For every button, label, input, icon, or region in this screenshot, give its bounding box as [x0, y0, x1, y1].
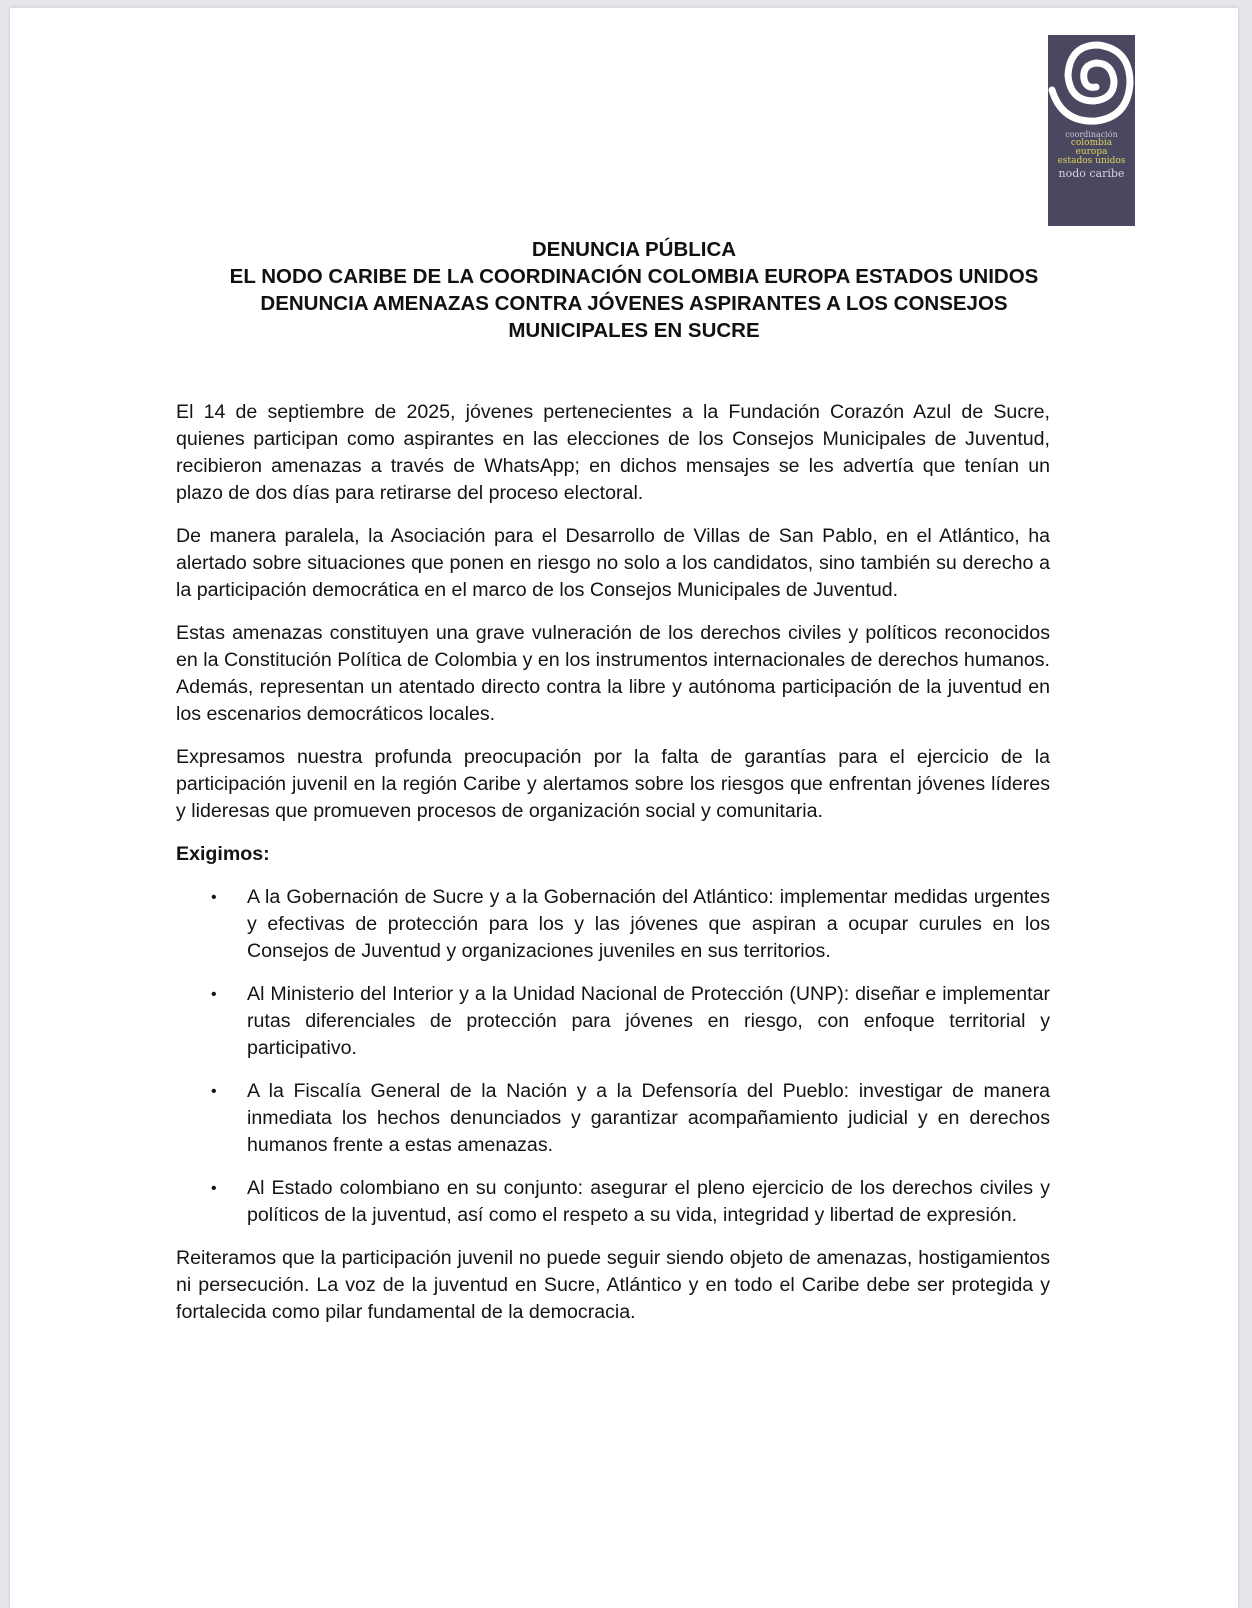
- paragraph-3: Estas amenazas constituyen una grave vulneración de los derechos civiles y políticos reconocidos en la Constitución Política de Colombia y en los instrumentos internacionales de derechos humanos. Además, representan un atentado directo contra la libre y autónoma participación de la juventud en los escenarios democráticos locales.: [176, 622, 1050, 725]
- demands-list: [176, 884, 1050, 1229]
- list-item-text: Al Estado colombiano en su conjunto: asegurar el pleno ejercicio de los derechos civiles y políticos de la juventud, así como el respeto a su vida, integridad y libertad de expresión.: [247, 1177, 1050, 1226]
- bullet-icon: •: [211, 986, 217, 1003]
- list-item-text: A la Fiscalía General de la Nación y a la Defensoría del Pueblo: investigar de manera inmediata los hechos denunciados y garantizar acompañamiento judicial y en derechos humanos frente a estas amenazas.: [247, 1080, 1050, 1156]
- demands-heading: Exigimos:: [176, 843, 270, 865]
- bullet-icon: •: [211, 1180, 217, 1197]
- logo-line-colombia: colombia: [1070, 138, 1113, 148]
- logo-line-estados-unidos: estados unidos: [1057, 156, 1126, 166]
- paragraph-1: El 14 de septiembre de 2025, jóvenes pertenecientes a la Fundación Corazón Azul de Sucre, quienes participan como aspirantes en las elecciones de los Consejos Municipales de Juventud, recibieron amenazas a través de WhatsApp; en dichos mensajes se les advertía que tenían un plazo de dos días para retirarse del proceso electoral.: [176, 401, 1050, 504]
- list-item-text: Al Ministerio del Interior y a la Unidad Nacional de Protección (UNP): diseñar e implementar rutas diferenciales de protección para jóvenes en riesgo, con enfoque territorial y participativo.: [247, 983, 1050, 1059]
- bullet-icon: •: [211, 889, 217, 906]
- closing-paragraph: Reiteramos que la participación juvenil no puede seguir siendo objeto de amenazas, hostigamientos ni persecución. La voz de la juventud en Sucre, Atlántico y en todo el Caribe debe ser protegida y fortalecida como pilar fundamental de la democracia.: [176, 1247, 1050, 1323]
- paragraph-2: De manera paralela, la Asociación para el Desarrollo de Villas de San Pablo, en el Atlántico, ha alertado sobre situaciones que ponen en riesgo no solo a los candidatos, sino también su derecho a la participación democrática en el marco de los Consejos Municipales de Juventud.: [176, 525, 1050, 601]
- title-line-3: DENUNCIA AMENAZAS CONTRA JÓVENES ASPIRANTES A LOS CONSEJOS: [260, 292, 1008, 315]
- list-item-text: A la Gobernación de Sucre y a la Gobernación del Atlántico: implementar medidas urgentes y efectivas de protección para los y las jóvenes que aspiran a ocupar curules en los Consejos de Juventud y organizaciones juveniles en sus territorios.: [247, 886, 1050, 962]
- list-item: [176, 1175, 1050, 1229]
- logo-text: [1048, 130, 1135, 178]
- logo-line-nodo-caribe: nodo caribe: [1058, 167, 1125, 180]
- title-line-2: EL NODO CARIBE DE LA COORDINACIÓN COLOMBIA EUROPA ESTADOS UNIDOS: [229, 265, 1039, 288]
- logo-line-europa: europa: [1075, 147, 1108, 157]
- list-item: [176, 884, 1050, 965]
- list-item: [176, 1078, 1050, 1159]
- logo-line-coordinacion: coordinación: [1065, 130, 1118, 139]
- organization-logo: [1048, 35, 1135, 226]
- spiral-icon: [1048, 35, 1135, 130]
- paragraph-4: Expresamos nuestra profunda preocupación por la falta de garantías para el ejercicio de la participación juvenil en la región Caribe y alertamos sobre los riesgos que enfrentan jóvenes líderes y lideresas que promueven procesos de organización social y comunitaria.: [176, 746, 1050, 822]
- document-page: [10, 8, 1238, 1608]
- document-title: [170, 236, 1098, 344]
- title-line-1: DENUNCIA PÚBLICA: [531, 238, 737, 261]
- document-body: [176, 399, 1050, 1342]
- title-line-4: MUNICIPALES EN SUCRE: [508, 319, 760, 342]
- bullet-icon: •: [211, 1083, 217, 1100]
- list-item: [176, 981, 1050, 1062]
